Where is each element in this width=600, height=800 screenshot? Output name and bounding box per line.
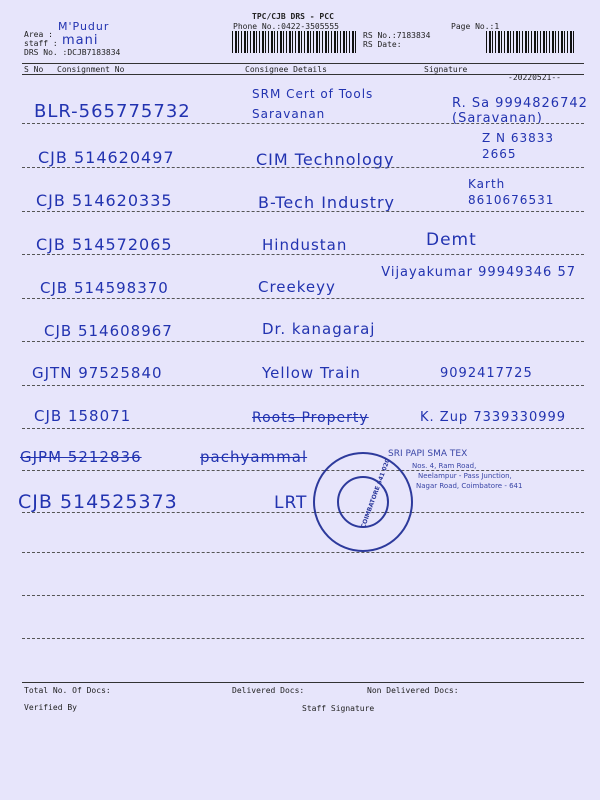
- row-divider: [22, 298, 584, 299]
- consignment-number: CJB 514620497: [38, 148, 175, 167]
- row-divider: [22, 341, 584, 342]
- consignee-name: Hindustan: [262, 236, 348, 254]
- address-stamp-name: SRI PAPI SMA TEX: [388, 449, 468, 459]
- company-seal: [313, 452, 413, 552]
- consignment-number: CJB 514598370: [40, 279, 169, 297]
- row-divider: [22, 552, 584, 553]
- verified-by-label: Verified By: [24, 703, 77, 712]
- recipient-signature: R. Sa 9994826742 (Saravanan): [452, 96, 588, 126]
- consignee-name: pachyammal: [200, 448, 308, 466]
- row-divider: [22, 385, 584, 386]
- total-docs-label: Total No. Of Docs:: [24, 686, 111, 695]
- column-sno: S No: [24, 65, 44, 74]
- consignment-number: CJB 514608967: [44, 322, 173, 340]
- recipient-signature: Vijayakumar 99949346 57: [381, 265, 576, 280]
- consignee-name: SRM Cert of Tools Saravanan: [252, 87, 374, 121]
- phone-number: Phone No.:0422-3505555: [233, 22, 339, 31]
- consignee-name: Roots Property: [252, 410, 369, 426]
- consignment-number: CJB 514572065: [36, 235, 173, 254]
- row-divider: [22, 512, 584, 513]
- row-divider: [22, 254, 584, 255]
- barcode-page: [486, 31, 574, 53]
- area-value: M'Pudur: [58, 20, 110, 33]
- rs-number: RS No.:7183834: [363, 31, 431, 40]
- row-divider: [22, 595, 584, 596]
- recipient-signature: Karth 8610676531: [468, 177, 555, 207]
- date-mark: -20220521--: [508, 73, 561, 82]
- row-divider: [22, 638, 584, 639]
- consignment-number: GJTN 97525840: [32, 364, 163, 382]
- address-stamp-line: Nagar Road, Coimbatore - 641: [416, 482, 523, 490]
- recipient-signature: 9092417725: [440, 366, 533, 381]
- drs-number: DRS No. :DCJB7183834: [24, 48, 121, 57]
- consignee-name: Yellow Train: [262, 364, 361, 382]
- consignment-number: CJB 514620335: [36, 191, 173, 210]
- rs-date: RS Date:: [363, 40, 402, 49]
- delivered-docs-label: Delivered Docs:: [232, 686, 305, 695]
- row-divider: [22, 470, 584, 471]
- row-divider: [22, 123, 584, 124]
- row-divider: [22, 167, 584, 168]
- seal-center-text: COIMBATORE 641 020: [359, 457, 392, 530]
- staff-signature-label: Staff Signature: [302, 704, 375, 713]
- barcode-rs: [232, 31, 358, 53]
- page-number: Page No.:1: [451, 22, 500, 31]
- column-consignment: Consignment No: [57, 65, 125, 74]
- address-stamp-line: Nos. 4, Ram Road,: [412, 462, 477, 470]
- row-divider: [22, 211, 584, 212]
- consignment-number: CJB 158071: [34, 407, 132, 425]
- address-stamp-line: Neelampur - Pass Junction,: [418, 472, 512, 480]
- row-divider: [22, 428, 584, 429]
- document-title: TPC/CJB DRS - PCC: [252, 12, 334, 21]
- consignee-name: LRT: [274, 493, 308, 513]
- area-label: Area :: [24, 30, 53, 39]
- consignment-number: BLR-565775732: [34, 101, 191, 122]
- recipient-signature: K. Zup 7339330999: [420, 410, 567, 425]
- recipient-signature: Demt: [426, 230, 477, 250]
- consignee-name: Creekeyy: [258, 278, 336, 296]
- consignment-number: CJB 514525373: [18, 491, 178, 513]
- non-delivered-docs-label: Non Delivered Docs:: [367, 686, 459, 695]
- consignee-name: Dr. kanagaraj: [262, 320, 376, 338]
- consignment-number: GJPM 5212836: [20, 448, 142, 466]
- staff-value: mani: [62, 33, 99, 48]
- staff-label: staff :: [24, 39, 58, 48]
- consignee-name: B-Tech Industry: [258, 193, 396, 212]
- header-rule-bottom: [22, 74, 584, 75]
- column-signature: Signature: [424, 65, 468, 74]
- column-consignee: Consignee Details: [245, 65, 327, 74]
- recipient-signature: Z N 63833 2665: [482, 131, 554, 161]
- header-rule-top: [22, 63, 584, 64]
- footer-rule: [22, 682, 584, 683]
- consignee-name: CIM Technology: [256, 150, 395, 169]
